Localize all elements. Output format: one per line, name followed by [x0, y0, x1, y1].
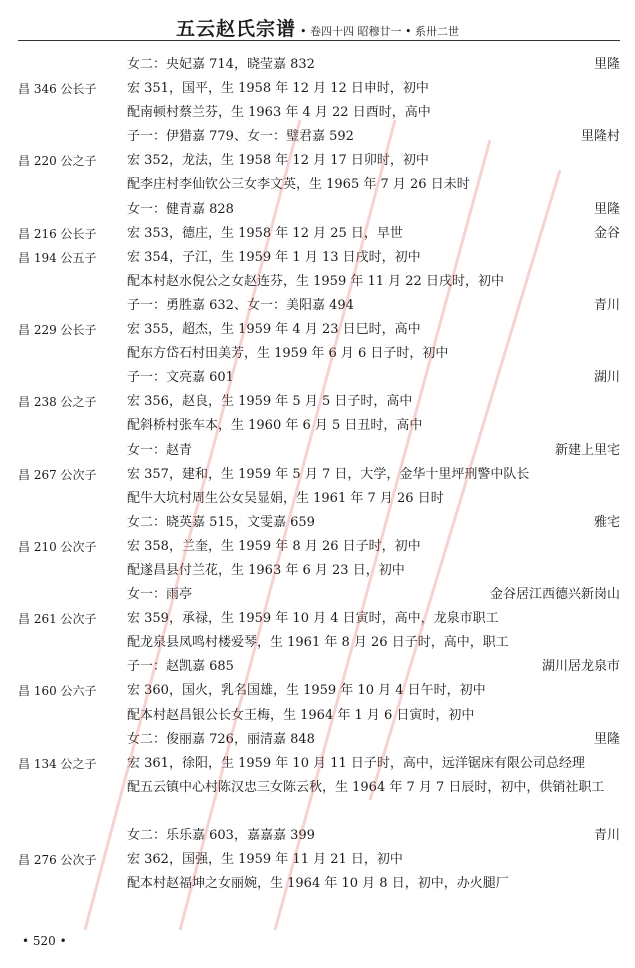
- entry-row: [0, 679, 635, 703]
- entry-row: [0, 728, 635, 752]
- entry-row: [0, 848, 635, 872]
- entry-row: [0, 559, 635, 583]
- entry-text: 子一：文亮嘉 601: [127, 370, 234, 386]
- entry-text: 宏 357，建和，生 1959 年 5 月 7 日，大学，金华十里坪刑警中队长: [127, 466, 530, 482]
- entry-row: [0, 390, 635, 414]
- lineage-note: 昌 134 公之子: [18, 756, 97, 771]
- entry-row: [0, 535, 635, 559]
- lineage-note: 昌 220 公之子: [18, 154, 97, 169]
- residence-label: 里隆: [588, 728, 620, 752]
- entry-text: 配李庄村李仙钦公三女李文英，生 1965 年 7 月 26 日未时: [127, 177, 470, 193]
- entry-text: 宏 359，承禄，生 1959 年 10 月 4 日寅时，高中，龙泉市职工: [127, 611, 499, 627]
- entry-text: 女一：健青嘉 828: [127, 201, 234, 217]
- page-number: • 520 •: [22, 934, 67, 948]
- residence-label: 里隆: [588, 53, 620, 77]
- entry-row: [0, 173, 635, 197]
- entry-row: [0, 294, 635, 318]
- residence-label: 新建上里宅: [549, 439, 620, 463]
- entry-text: 配遂昌县付兰花，生 1963 年 6 月 23 日，初中: [127, 562, 405, 578]
- entry-row: [0, 77, 635, 101]
- entry-text: 女二：央妃嘉 714，晓莹嘉 832: [127, 57, 315, 72]
- lineage-note: 昌 229 公长子: [18, 323, 97, 338]
- entry-row: [0, 222, 635, 246]
- entry-text: 宏 362，国强，生 1959 年 11 月 21 日，初中: [127, 851, 403, 867]
- entry-text: 配本村赵水倪公之女赵连芬，生 1959 年 11 月 22 日戌时，初中: [127, 273, 504, 289]
- entry-row: [0, 270, 635, 294]
- entry-text: 宏 358，兰奎，生 1959 年 8 月 26 日子时，初中: [127, 538, 421, 554]
- residence-label: 湖川: [588, 366, 620, 390]
- lineage-note: 昌 346 公长子: [18, 82, 97, 97]
- genealogy-entries: [0, 53, 635, 896]
- entry-row: [0, 704, 635, 728]
- page-header: [0, 14, 635, 41]
- entry-text: 配牛大坑村周生公女吴显娟，生 1961 年 7 月 26 日时: [127, 490, 444, 506]
- entry-text: 宏 356，赵良，生 1959 年 5 月 5 日子时，高中: [127, 394, 413, 410]
- lineage-note: 昌 267 公次子: [18, 467, 97, 482]
- entry-row: [0, 607, 635, 631]
- entry-row: [0, 463, 635, 487]
- entry-text: 宏 354，子江，生 1959 年 1 月 13 日戌时，初中: [127, 249, 421, 265]
- entry-text: 配南顿村蔡兰芬，生 1963 年 4 月 22 日酉时，高中: [127, 105, 431, 121]
- entry-row: [0, 53, 635, 77]
- entry-row: [0, 125, 635, 149]
- residence-label: 青川: [588, 824, 620, 848]
- entry-text: 女二：乐乐嘉 603，嘉嘉嘉 399: [127, 827, 315, 843]
- entry-row: [0, 824, 635, 848]
- entry-row: [0, 776, 635, 824]
- entry-row: [0, 752, 635, 776]
- entry-row: [0, 511, 635, 535]
- entry-text: 配斜桥村张车本，生 1960 年 6 月 5 日丑时，高中: [127, 418, 423, 434]
- entry-text: 女二：晓英嘉 515，文雯嘉 659: [127, 514, 315, 530]
- residence-label: 里隆: [588, 198, 620, 222]
- entry-row: [0, 246, 635, 270]
- lineage-note: 昌 160 公六子: [18, 684, 97, 699]
- entry-text: 配五云镇中心村陈汉忠三女陈云秋，生 1964 年 7 月 7 日辰时，初中，供销社职工: [127, 779, 605, 795]
- genealogy-title: 五云赵氏宗谱: [176, 18, 297, 40]
- lineage-note: 昌 261 公次子: [18, 612, 97, 627]
- entry-row: [0, 583, 635, 607]
- entry-text: 宏 360，国火，乳名国雄，生 1959 年 10 月 4 日午时，初中: [127, 683, 486, 699]
- entry-text: 女一：赵青: [127, 442, 193, 458]
- lineage-note: 昌 276 公次子: [18, 852, 97, 867]
- entry-row: [0, 872, 635, 896]
- entry-row: [0, 439, 635, 463]
- lineage-note: 昌 238 公之子: [18, 395, 97, 410]
- entry-row: [0, 318, 635, 342]
- entry-row: [0, 414, 635, 438]
- entry-row: [0, 342, 635, 366]
- entry-text: 配龙泉县凤鸣村楼爱琴，生 1961 年 8 月 26 日子时，高中，职工: [127, 635, 509, 651]
- residence-label: 金谷居江西德兴新岗山: [484, 583, 620, 607]
- lineage-note: 昌 210 公次子: [18, 539, 97, 554]
- residence-label: 里隆村: [575, 125, 620, 149]
- entry-text: 宏 353，德庄，生 1958 年 12 月 25 日，早世: [127, 225, 403, 241]
- header-rule: [18, 40, 620, 41]
- entry-row: [0, 631, 635, 655]
- entry-row: [0, 101, 635, 125]
- lineage-note: 昌 216 公长子: [18, 226, 97, 241]
- entry-row: [0, 487, 635, 511]
- entry-text: 女二：俊丽嘉 726，丽清嘉 848: [127, 731, 315, 747]
- entry-text: 配本村赵昌银公长女王梅，生 1964 年 1 月 6 日寅时，初中: [127, 707, 475, 723]
- residence-label: 湖川居龙泉市: [536, 655, 620, 679]
- residence-label: 雅宅: [588, 511, 620, 535]
- entry-text: 子一：赵凯嘉 685: [127, 659, 234, 675]
- entry-text: 宏 355，超杰，生 1959 年 4 月 23 日巳时，高中: [127, 322, 421, 338]
- residence-label: 青川: [588, 294, 620, 318]
- residence-label: 金谷: [588, 222, 620, 246]
- entry-text: 宏 351，国平，生 1958 年 12 月 12 日申时，初中: [127, 81, 429, 97]
- lineage-note: 昌 194 公五子: [18, 250, 97, 265]
- entry-row: [0, 149, 635, 173]
- entry-text: 宏 352，龙法，生 1958 年 12 月 17 日卯时，初中: [127, 153, 429, 169]
- entry-text: 配本村赵福坤之女丽婉，生 1964 年 10 月 8 日，初中，办火腿厂: [127, 876, 509, 891]
- entry-row: [0, 655, 635, 679]
- volume-subtitle: • 卷四十四 昭穆廿一 • 系卅二世: [300, 25, 459, 38]
- entry-row: [0, 198, 635, 222]
- entry-text: 子一：伊猎嘉 779、女一：璧君嘉 592: [127, 129, 354, 145]
- entry-text: 女一：雨亭: [127, 587, 193, 603]
- entry-row: [0, 366, 635, 390]
- entry-text: 子一：勇胜嘉 632、女一：美阳嘉 494: [127, 297, 354, 313]
- entry-text: 宏 361，徐阳，生 1959 年 10 月 11 日子时，高中，远洋锯床有限公司总经理: [127, 755, 585, 771]
- entry-text: 配东方岱石村田美芳，生 1959 年 6 月 6 日子时，初中: [127, 346, 449, 362]
